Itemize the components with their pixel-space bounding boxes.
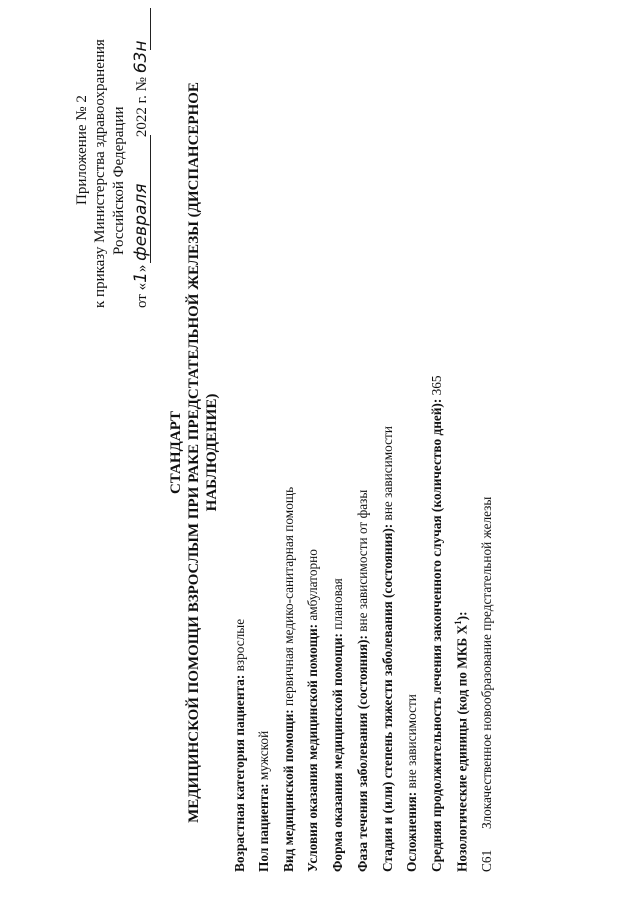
field-sex: Пол пациента: мужской	[256, 730, 271, 872]
appendix-date-line	[131, 41, 151, 308]
field-disease-phase: Фаза течения заболевания (состояния): вне зависимости от фазы	[355, 489, 370, 872]
handwritten-month: февраля	[131, 183, 151, 261]
appendix-number: Приложение № 2	[74, 95, 90, 205]
document-subtitle-line1: МЕДИЦИНСКОЙ ПОМОЩИ ВЗРОСЛЫМ ПРИ РАКЕ ПРЕДСТАТЕЛЬНОЙ ЖЕЛЕЗЫ (ДИСПАНСЕРНОЕ	[186, 82, 202, 823]
field-care-form: Форма оказания медицинской помощи: плановая	[330, 578, 345, 872]
document-subtitle-line2: НАБЛЮДЕНИЕ)	[204, 393, 220, 512]
date-year: 2022 г. №	[134, 77, 150, 138]
document-title: СТАНДАРТ	[168, 410, 184, 495]
field-care-conditions: Условия оказания медицинской помощи: амбулаторно	[305, 549, 320, 872]
field-treatment-duration: Средняя продолжительность лечения законченного случая (количество дней): 365	[429, 375, 444, 872]
number-underline	[150, 8, 151, 50]
appendix-order-line: к приказу Министерства здравоохранения	[92, 39, 108, 308]
diagnosis-code: C61	[479, 849, 494, 872]
appendix-country: Российской Федерации	[111, 106, 127, 255]
date-mid: »	[134, 264, 150, 273]
diagnosis-name: Злокачественное новообразование предстательной железы	[479, 496, 494, 829]
date-underline	[150, 135, 151, 263]
handwritten-day: 1	[131, 272, 151, 283]
handwritten-order-number: 63н	[131, 40, 151, 74]
field-care-type: Вид медицинской помощи: первичная медико-санитарная помощь	[281, 486, 296, 872]
footnote-marker: 1	[453, 620, 463, 625]
field-complications: Осложнения: вне зависимости	[404, 694, 419, 872]
field-age-category: Возрастная категория пациента: взрослые	[232, 618, 247, 872]
field-disease-stage: Стадия и (или) степень тяжести заболевания (состояния): вне зависимости	[380, 426, 395, 872]
date-prefix: от «	[134, 282, 150, 308]
field-nosological-units: Нозологические единицы (код по МКБ $X^1$):	[453, 611, 470, 872]
